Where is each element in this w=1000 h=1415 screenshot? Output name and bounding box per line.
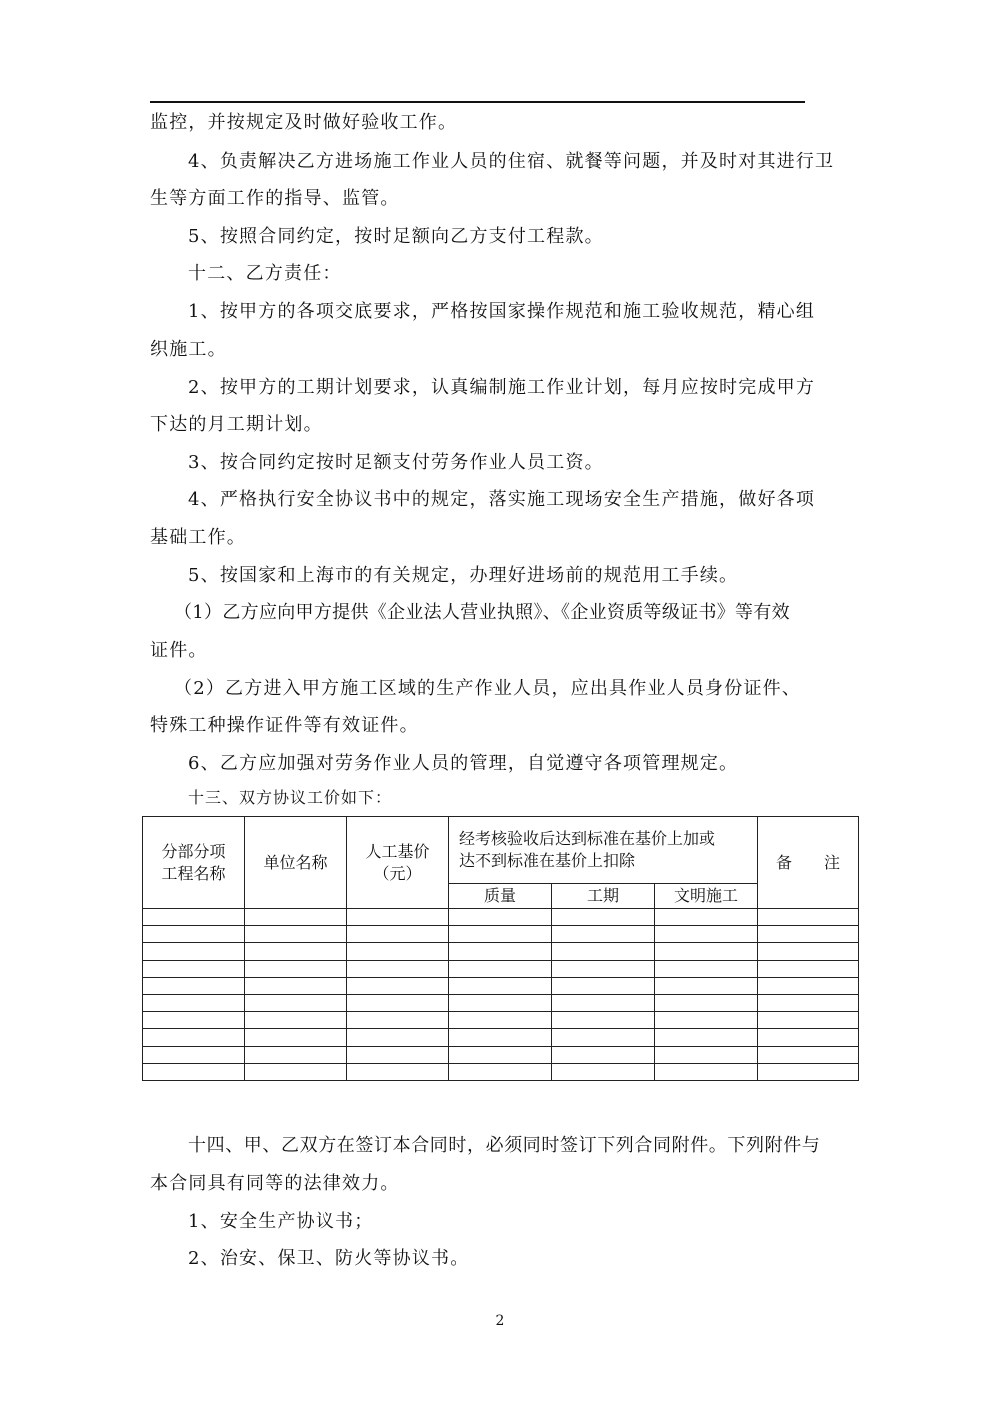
empty-cell: [143, 943, 245, 960]
empty-cell: [449, 943, 552, 960]
header-cell: 工期: [552, 884, 655, 909]
empty-cell: [758, 1063, 859, 1080]
empty-cell: [347, 943, 449, 960]
empty-cell: [758, 960, 859, 977]
empty-cell: [552, 1029, 655, 1046]
table-row: [143, 1012, 859, 1029]
empty-cell: [655, 1029, 758, 1046]
price-table: [142, 816, 859, 1081]
empty-cell: [143, 977, 245, 994]
empty-cell: [449, 1012, 552, 1029]
text-line: 监控，并按规定及时做好验收工作。: [150, 112, 458, 133]
text-line: （2）乙方进入甲方施工区域的生产作业人员，应出具作业人员身份证件、: [174, 678, 802, 699]
empty-cell: [143, 994, 245, 1011]
text-line: 证件。: [150, 640, 208, 661]
table-row: [143, 926, 859, 943]
text-line: 2、治安、保卫、防火等协议书。: [188, 1248, 470, 1269]
empty-cell: [245, 1029, 347, 1046]
empty-cell: [449, 977, 552, 994]
text-line: 2、按甲方的工期计划要求，认真编制施工作业计划，每月应按时完成甲方: [188, 377, 816, 398]
empty-cell: [347, 926, 449, 943]
empty-cell: [347, 994, 449, 1011]
empty-cell: [552, 926, 655, 943]
empty-cell: [245, 1046, 347, 1063]
empty-cell: [552, 960, 655, 977]
text-line: 本合同具有同等的法律效力。: [150, 1173, 400, 1194]
empty-cell: [758, 1046, 859, 1063]
empty-cell: [245, 994, 347, 1011]
table-row: [143, 994, 859, 1011]
text-line: 5、按国家和上海市的有关规定，办理好进场前的规范用工手续。: [188, 565, 739, 586]
empty-cell: [449, 1046, 552, 1063]
empty-cell: [245, 909, 347, 926]
table-row: [143, 977, 859, 994]
empty-cell: [245, 1012, 347, 1029]
empty-cell: [347, 909, 449, 926]
header-cell: 分部分项 工程名称: [143, 817, 245, 909]
empty-cell: [552, 977, 655, 994]
empty-cell: [245, 926, 347, 943]
empty-cell: [143, 1046, 245, 1063]
empty-cell: [758, 943, 859, 960]
text-line: 基础工作。: [150, 527, 246, 548]
empty-cell: [143, 926, 245, 943]
empty-cell: [758, 1012, 859, 1029]
empty-cell: [758, 909, 859, 926]
header-cell: 经考核验收后达到标准在基价上加或 达不到标准在基价上扣除: [449, 817, 758, 884]
empty-cell: [449, 960, 552, 977]
empty-cell: [449, 1029, 552, 1046]
empty-cell: [655, 994, 758, 1011]
empty-cell: [143, 1063, 245, 1080]
text-line: 3、按合同约定按时足额支付劳务作业人员工资。: [188, 452, 604, 473]
header-cell: 备 注: [758, 817, 859, 909]
empty-cell: [758, 977, 859, 994]
empty-cell: [552, 1046, 655, 1063]
empty-cell: [245, 977, 347, 994]
empty-cell: [758, 926, 859, 943]
text-line: 特殊工种操作证件等有效证件。: [150, 715, 419, 736]
empty-cell: [655, 1063, 758, 1080]
empty-cell: [449, 1063, 552, 1080]
text-line: （1）乙方应向甲方提供《企业法人营业执照》、《企业资质等级证书》等有效: [174, 602, 790, 623]
text-line: 5、按照合同约定，按时足额向乙方支付工程款。: [188, 226, 604, 247]
text-line: 1、安全生产协议书；: [188, 1211, 374, 1232]
empty-cell: [552, 909, 655, 926]
text-line: 1、按甲方的各项交底要求，严格按国家操作规范和施工验收规范，精心组: [188, 301, 816, 322]
header-cell: 人工基价 （元）: [347, 817, 449, 909]
header-cell: 单位名称: [245, 817, 347, 909]
page-number: 2: [495, 1313, 505, 1329]
text-line: 十四、甲、乙双方在签订本合同时，必须同时签订下列合同附件。下列附件与: [188, 1135, 821, 1156]
empty-cell: [347, 1046, 449, 1063]
table-row: [143, 943, 859, 960]
text-line: 生等方面工作的指导、监管。: [150, 188, 400, 209]
empty-cell: [552, 1063, 655, 1080]
header-cell: 质量: [449, 884, 552, 909]
empty-cell: [449, 994, 552, 1011]
empty-cell: [655, 960, 758, 977]
empty-cell: [143, 1029, 245, 1046]
empty-cell: [655, 1046, 758, 1063]
empty-cell: [143, 909, 245, 926]
empty-cell: [552, 943, 655, 960]
table-row: [143, 1029, 859, 1046]
section-heading: 十三、双方协议工价如下：: [188, 788, 393, 807]
empty-cell: [143, 1012, 245, 1029]
empty-cell: [347, 1012, 449, 1029]
header-rule: [150, 101, 805, 103]
table-row: [143, 909, 859, 926]
table-row: [143, 1046, 859, 1063]
text-line: 6、乙方应加强对劳务作业人员的管理，自觉遵守各项管理规定。: [188, 753, 739, 774]
empty-cell: [143, 960, 245, 977]
empty-cell: [552, 994, 655, 1011]
empty-cell: [655, 977, 758, 994]
text-line: 织施工。: [150, 339, 227, 360]
empty-cell: [245, 960, 347, 977]
empty-cell: [655, 909, 758, 926]
empty-cell: [758, 1029, 859, 1046]
empty-cell: [245, 1063, 347, 1080]
empty-cell: [655, 1012, 758, 1029]
empty-cell: [552, 1012, 655, 1029]
text-line: 4、负责解决乙方进场施工作业人员的住宿、就餐等问题，并及时对其进行卫: [188, 151, 835, 172]
empty-cell: [449, 909, 552, 926]
table-row: [143, 1063, 859, 1080]
empty-cell: [758, 994, 859, 1011]
empty-cell: [347, 1063, 449, 1080]
table-row: [143, 960, 859, 977]
empty-cell: [347, 1029, 449, 1046]
header-cell: 文明施工: [655, 884, 758, 909]
empty-cell: [655, 926, 758, 943]
section-heading: 十二、乙方责任：: [188, 263, 342, 284]
text-line: 4、严格执行安全协议书中的规定，落实施工现场安全生产措施，做好各项: [188, 489, 816, 510]
empty-cell: [449, 926, 552, 943]
empty-cell: [347, 977, 449, 994]
empty-cell: [347, 960, 449, 977]
text-line: 下达的月工期计划。: [150, 414, 323, 435]
empty-cell: [655, 943, 758, 960]
empty-cell: [245, 943, 347, 960]
